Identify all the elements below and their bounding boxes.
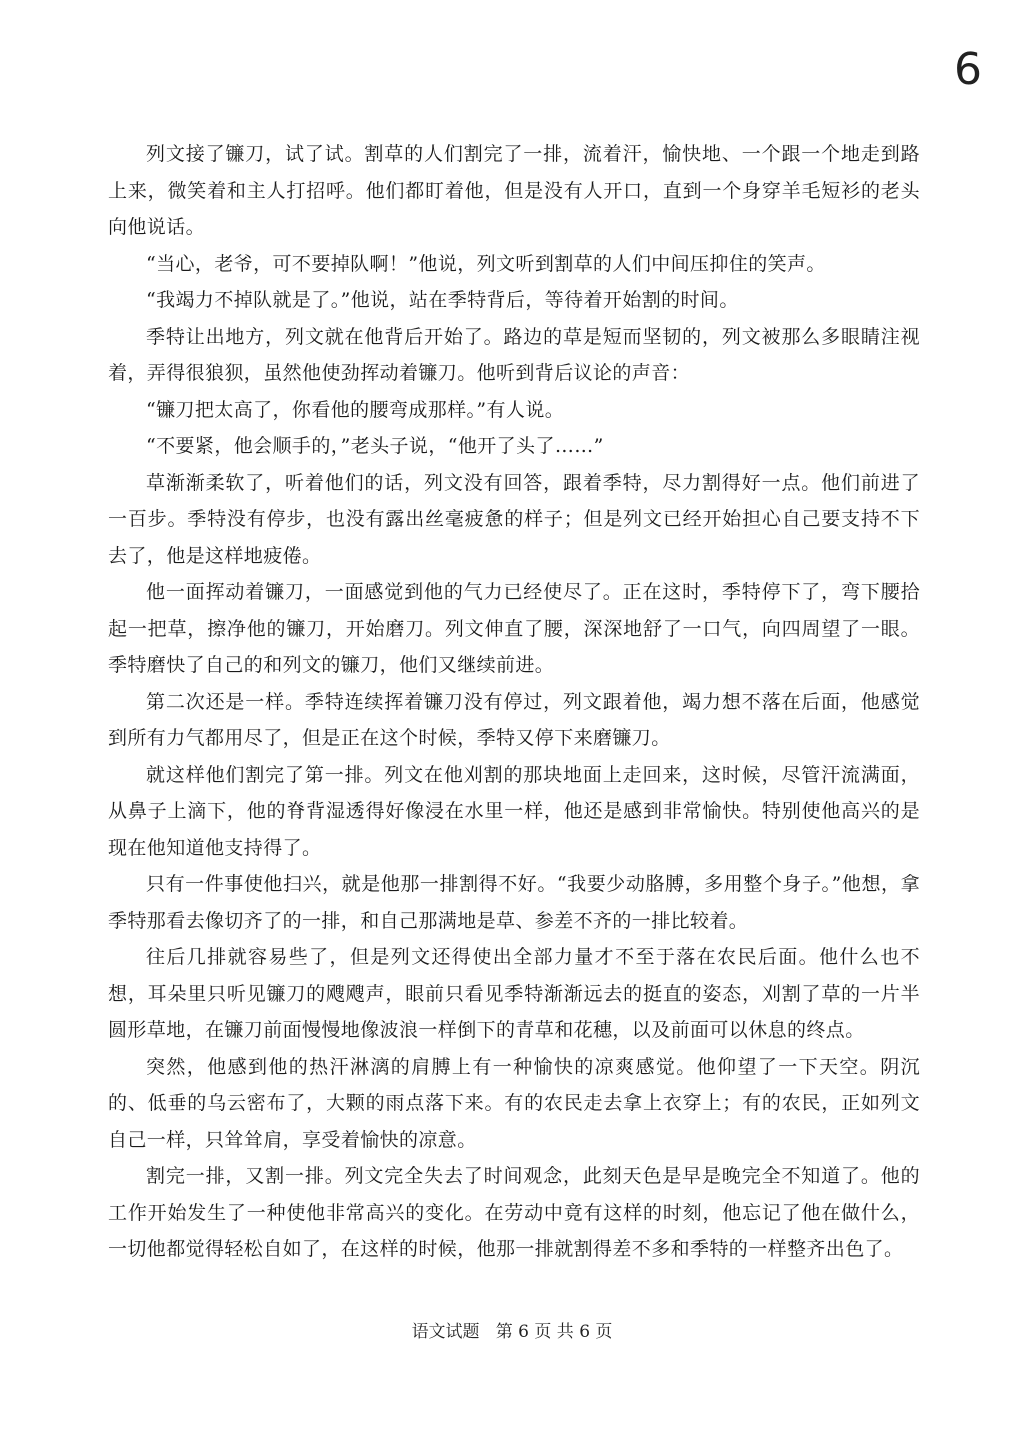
paragraph: 就这样他们割完了第一排。列文在他刈割的那块地面上走回来，这时候，尽管汗流满面，从鼻子上滴下，他的脊背湿透得好像浸在水里一样，他还是感到非常愉快。特别使他高兴的是现在他知道他支持得了。 [108,763,920,859]
paragraph: 第二次还是一样。季特连续挥着镰刀没有停过，列文跟着他，竭力想不落在后面，他感觉到所有力气都用尽了，但是正在这个时候，季特又停下来磨镰刀。 [108,690,920,749]
paragraph: 草渐渐柔软了，听着他们的话，列文没有回答，跟着季特，尽力割得好一点。他们前进了一百步。季特没有停步，也没有露出丝毫疲惫的样子；但是列文已经开始担心自己要支持不下去了，他是这样地疲倦。 [108,471,920,567]
paragraph: 割完一排，又割一排。列文完全失去了时间观念，此刻天色是早是晚完全不知道了。他的工作开始发生了一种使他非常高兴的变化。在劳动中竟有这样的时刻，他忘记了他在做什么，一切他都觉得轻松自如了，在这样的时候，他那一排就割得差不多和季特的一样整齐出色了。 [108,1165,920,1260]
paragraph: 往后几排就容易些了，但是列文还得使出全部力量才不至于落在农民后面。他什么也不想，耳朵里只听见镰刀的飕飕声，眼前只看见季特渐渐远去的挺直的姿态，刈割了草的一片半圆形草地，在镰刀前面慢慢地像波浪一样倒下的青草和花穗，以及前面可以休息的终点。 [108,946,920,1041]
page-footer: 语文试题 第 6 页 共 6 页 [411,1322,613,1342]
paragraph: “不要紧，他会顺手的，”老头子说，“他开了头了……” [146,435,604,457]
paragraph: “镰刀把太高了，你看他的腰弯成那样。”有人说。 [146,398,565,421]
passage [108,136,920,1268]
paragraph: 突然，他感到他的热汗淋漓的肩膊上有一种愉快的凉爽感觉。他仰望了一下天空。阴沉的、低垂的乌云密布了，大颗的雨点落下来。有的农民走去拿上衣穿上；有的农民，正如列文自己一样，只耸耸肩，享受着愉快的凉意。 [108,1055,920,1151]
paragraph: 列文接了镰刀，试了试。割草的人们割完了一排，流着汗，愉快地、一个跟一个地走到路上来，微笑着和主人打招呼。他们都盯着他，但是没有人开口，直到一个身穿羊毛短衫的老头向他说话。 [108,143,920,238]
paragraph: “当心，老爷，可不要掉队啊！”他说，列文听到割草的人们中间压抑住的笑声。 [146,252,826,275]
paragraph: “我竭力不掉队就是了。”他说，站在季特背后，等待着开始割的时间。 [146,289,739,311]
paragraph: 季特让出地方，列文就在他背后开始了。路边的草是短而坚韧的，列文被那么多眼睛注视着，弄得很狼狈，虽然他使劲挥动着镰刀。他听到背后议论的声音： [108,325,920,384]
page-number: 6 [954,44,982,95]
paragraph: 只有一件事使他扫兴，就是他那一排割得不好。“我要少动胳膊，多用整个身子。”他想，拿季特那看去像切齐了的一排，和自己那满地是草、参差不齐的一排比较着。 [108,873,920,932]
paragraph: 他一面挥动着镰刀，一面感觉到他的气力已经使尽了。正在这时，季特停下了，弯下腰拾起一把草，擦净他的镰刀，开始磨刀。列文伸直了腰，深深地舒了一口气，向四周望了一眼。季特磨快了自己的和列文的镰刀，他们又继续前进。 [108,581,920,676]
